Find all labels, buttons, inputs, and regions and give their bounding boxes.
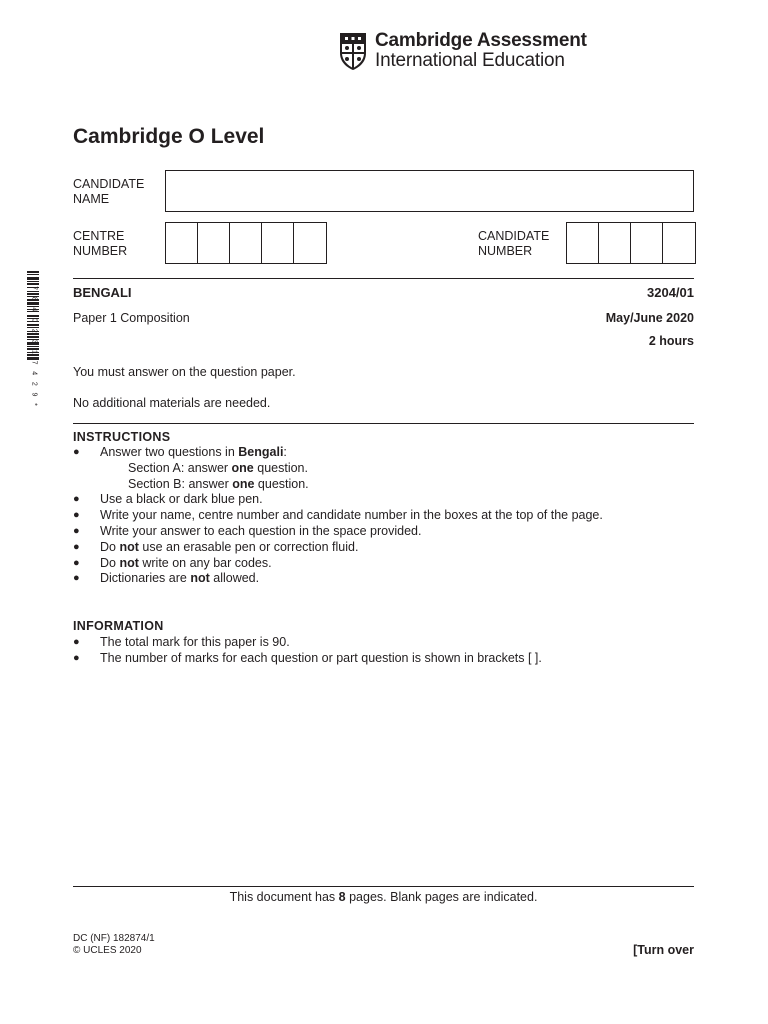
- instruction-text-pre: Do: [100, 539, 120, 554]
- instruction-text-pre: Answer two questions in: [100, 445, 239, 459]
- page-count-pre: This document has: [229, 890, 339, 904]
- instruction-text-bold: not: [119, 539, 139, 554]
- candidate-number-cell[interactable]: [663, 223, 695, 263]
- instruction-text: [100, 508, 603, 524]
- centre-number-cell[interactable]: [166, 223, 198, 263]
- instruction-text: [128, 477, 309, 493]
- page-count: 8: [338, 890, 346, 904]
- divider: [73, 423, 694, 424]
- candidate-name-box[interactable]: [165, 170, 694, 212]
- candidate-number-cell[interactable]: [631, 223, 663, 263]
- candidate-number-boxes[interactable]: [566, 222, 696, 264]
- instruction-text-pre: Use a black or dark blue pen.: [100, 492, 263, 507]
- barcode-digits: * 7 8 4 0 2 3 1 7 4 2 9 *: [30, 276, 38, 409]
- instruction-text-bold: Bengali: [238, 445, 284, 459]
- bullet-icon: ●: [73, 556, 80, 569]
- instruction-text: [128, 461, 308, 477]
- page-count-post: pages. Blank pages are indicated.: [345, 890, 538, 904]
- document-code: DC (NF) 182874/1: [73, 933, 155, 944]
- instruction-text-pre: Write your answer to each question in the space provided.: [100, 523, 422, 538]
- org-name-line2: International Education: [375, 50, 565, 71]
- candidate-number-cell[interactable]: [567, 223, 599, 263]
- subject-title: BENGALI: [73, 285, 132, 300]
- instruction-text: [100, 556, 272, 572]
- instruction-text-bold: one: [232, 476, 255, 491]
- paper-code: 3204/01: [647, 285, 694, 300]
- materials-line2: No additional materials are needed.: [73, 396, 271, 410]
- bullet-icon: ●: [73, 493, 80, 506]
- instruction-text-pre: Section A: answer: [128, 460, 232, 475]
- instruction-text-post: write on any bar codes.: [138, 555, 272, 570]
- instruction-text-pre: Dictionaries are: [100, 571, 191, 586]
- candidate-number-cell[interactable]: [599, 223, 631, 263]
- instruction-text-post: question.: [254, 476, 309, 491]
- bullet-icon: ●: [73, 651, 80, 664]
- information-text: The number of marks for each question or part question is shown in brackets [ ].: [100, 650, 542, 665]
- bullet-icon: ●: [73, 509, 80, 522]
- instruction-text-post: :: [283, 445, 287, 459]
- divider: [73, 886, 694, 887]
- instruction-text-post: allowed.: [209, 571, 260, 586]
- centre-number-label: CENTRE NUMBER: [73, 229, 128, 258]
- centre-number-cell[interactable]: [198, 223, 230, 263]
- copyright: © UCLES 2020: [73, 945, 142, 956]
- divider: [73, 278, 694, 279]
- qualification-title: Cambridge O Level: [73, 125, 265, 148]
- org-name-line1: Cambridge Assessment: [375, 30, 587, 51]
- materials-line1: You must answer on the question paper.: [73, 365, 296, 379]
- instruction-text-pre: Write your name, centre number and candidate number in the boxes at the top of the page.: [100, 508, 603, 523]
- instruction-text-pre: Do: [100, 555, 120, 570]
- centre-number-cell[interactable]: [230, 223, 262, 263]
- information-heading: INFORMATION: [73, 619, 164, 633]
- bullet-icon: ●: [73, 524, 80, 537]
- cambridge-crest-icon: [338, 31, 368, 71]
- instruction-text: [100, 524, 421, 540]
- instruction-text-bold: not: [190, 571, 210, 586]
- instruction-text: [100, 445, 287, 461]
- bullet-icon: ●: [73, 572, 80, 585]
- exam-duration: 2 hours: [648, 334, 694, 348]
- centre-number-cell[interactable]: [262, 223, 294, 263]
- candidate-name-label: CANDIDATE NAME: [73, 177, 145, 206]
- instruction-text-pre: Section B: answer: [128, 476, 233, 491]
- centre-number-cell[interactable]: [294, 223, 326, 263]
- instruction-text-post: question.: [253, 460, 308, 475]
- turn-over: [Turn over: [633, 943, 694, 957]
- instruction-text-bold: not: [119, 555, 139, 570]
- bullet-icon: ●: [73, 636, 80, 648]
- information-text: The total mark for this paper is 90.: [100, 635, 290, 649]
- instruction-text: [100, 571, 259, 587]
- bullet-icon: ●: [73, 540, 80, 553]
- instructions-heading: INSTRUCTIONS: [73, 430, 171, 444]
- instruction-text-post: use an erasable pen or correction fluid.: [138, 539, 359, 554]
- instruction-text-bold: one: [231, 460, 254, 475]
- instruction-text: [100, 540, 358, 556]
- centre-number-boxes[interactable]: [165, 222, 327, 264]
- bullet-icon: ●: [73, 446, 80, 458]
- cambridge-logo: [338, 31, 587, 71]
- candidate-number-label: CANDIDATE NUMBER: [478, 229, 550, 258]
- page-count-note: [73, 890, 694, 905]
- paper-component: Paper 1 Composition: [73, 311, 190, 325]
- instruction-text: [100, 492, 263, 508]
- exam-session: May/June 2020: [605, 311, 694, 325]
